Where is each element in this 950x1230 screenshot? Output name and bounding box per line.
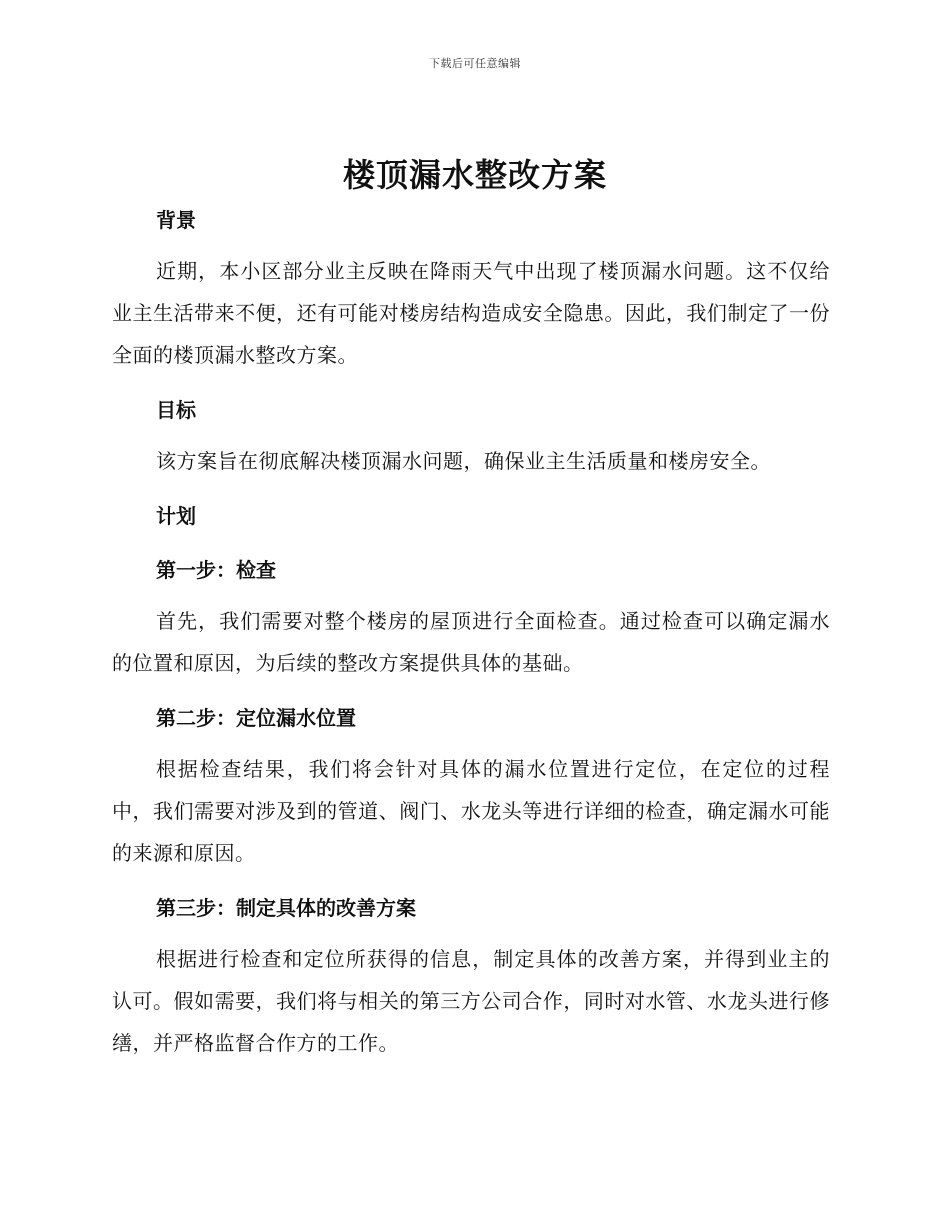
paragraph-step2: 根据检查结果，我们将会针对具体的漏水位置进行定位，在定位的过程中，我们需要对涉及到的管道、阀门、水龙头等进行详细的检查，确定漏水可能的来源和原因。 [112,757,830,865]
heading-plan: 计划 [156,504,196,528]
paragraph-goal: 该方案旨在彻底解决楼顶漏水问题，确保业主生活质量和楼房安全。 [156,449,771,473]
heading-goal: 目标 [156,398,196,422]
paragraph-background: 近期，本小区部分业主反映在降雨天气中出现了楼顶漏水问题。这不仅给业主生活带来不便，还有可能对楼房结构造成安全隐患。因此，我们制定了一份全面的楼顶漏水整改方案。 [112,259,830,367]
heading-step3: 第三步：制定具体的改善方案 [156,896,416,920]
document-title: 楼顶漏水整改方案 [342,156,607,194]
heading-step2: 第二步：定位漏水位置 [156,706,356,730]
paragraph-step1: 首先，我们需要对整个楼房的屋顶进行全面检查。通过检查可以确定漏水的位置和原因，为后续的整改方案提供具体的基础。 [112,609,830,675]
heading-step1: 第一步：检查 [156,558,276,582]
document-body [112,200,830,1064]
heading-background: 背景 [156,208,196,232]
header-note: 下载后可任意编辑 [429,57,521,70]
paragraph-step3: 根据进行检查和定位所获得的信息，制定具体的改善方案，并得到业主的认可。假如需要，我们将与相关的第三方公司合作，同时对水管、水龙头进行修缮，并严格监督合作方的工作。 [112,947,830,1055]
